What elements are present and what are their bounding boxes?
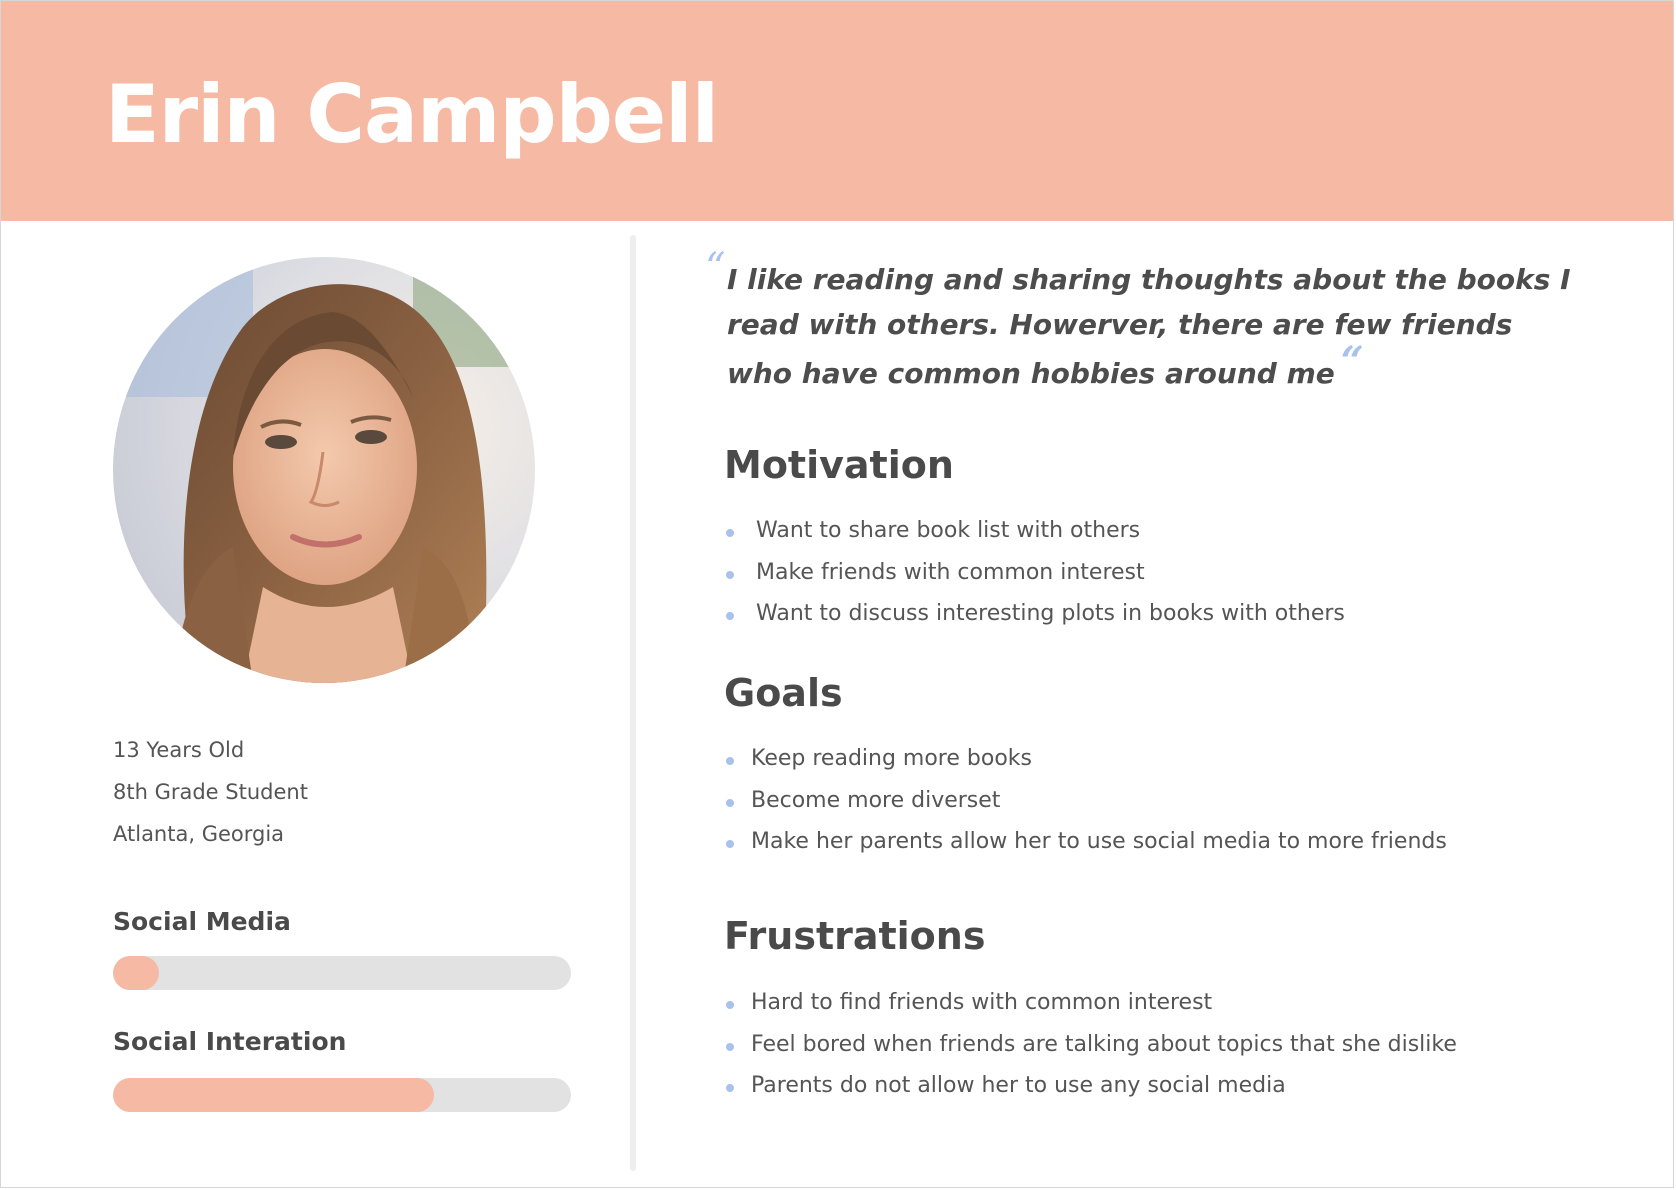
meter-fill-social-media bbox=[113, 956, 159, 990]
open-quote-icon: “ bbox=[705, 245, 726, 291]
section-title-goals: Goals bbox=[724, 671, 843, 715]
meter-label-social-media: Social Media bbox=[113, 907, 291, 936]
detail-location: Atlanta, Georgia bbox=[113, 822, 285, 846]
column-divider bbox=[630, 235, 636, 1171]
list-item: Make friends with common interest bbox=[724, 552, 1345, 594]
frustrations-list bbox=[724, 982, 1457, 1107]
list-item: Hard to find friends with common interest bbox=[724, 982, 1457, 1024]
motivation-list bbox=[724, 510, 1345, 635]
list-item: Parents do not allow her to use any social media bbox=[724, 1065, 1457, 1107]
header-banner bbox=[1, 1, 1673, 221]
detail-age: 13 Years Old bbox=[113, 738, 245, 762]
meter-label-social-interation: Social Interation bbox=[113, 1027, 347, 1056]
list-item: Make her parents allow her to use social media to more friends bbox=[724, 821, 1447, 863]
close-quote-icon: “ bbox=[1340, 338, 1364, 385]
list-item: Want to share book list with others bbox=[724, 510, 1345, 552]
section-title-frustrations: Frustrations bbox=[724, 914, 986, 958]
meter-social-interation bbox=[113, 1078, 571, 1112]
quote-text: I like reading and sharing thoughts about the books I read with others. Howerver, there are few friends who have common hobbies around me bbox=[727, 263, 1571, 390]
persona-quote bbox=[727, 257, 1587, 396]
list-item: Want to discuss interesting plots in books with others bbox=[724, 593, 1345, 635]
meter-fill-social-interation bbox=[113, 1078, 434, 1112]
section-title-motivation: Motivation bbox=[724, 443, 954, 487]
meter-social-media bbox=[113, 956, 571, 990]
detail-occupation: 8th Grade Student bbox=[113, 780, 308, 804]
persona-details bbox=[113, 729, 308, 855]
avatar bbox=[113, 257, 535, 683]
list-item: Become more diverset bbox=[724, 780, 1447, 822]
goals-list bbox=[724, 738, 1447, 863]
list-item: Feel bored when friends are talking about topics that she dislike bbox=[724, 1024, 1457, 1066]
list-item: Keep reading more books bbox=[724, 738, 1447, 780]
persona-name: Erin Campbell bbox=[105, 68, 719, 161]
